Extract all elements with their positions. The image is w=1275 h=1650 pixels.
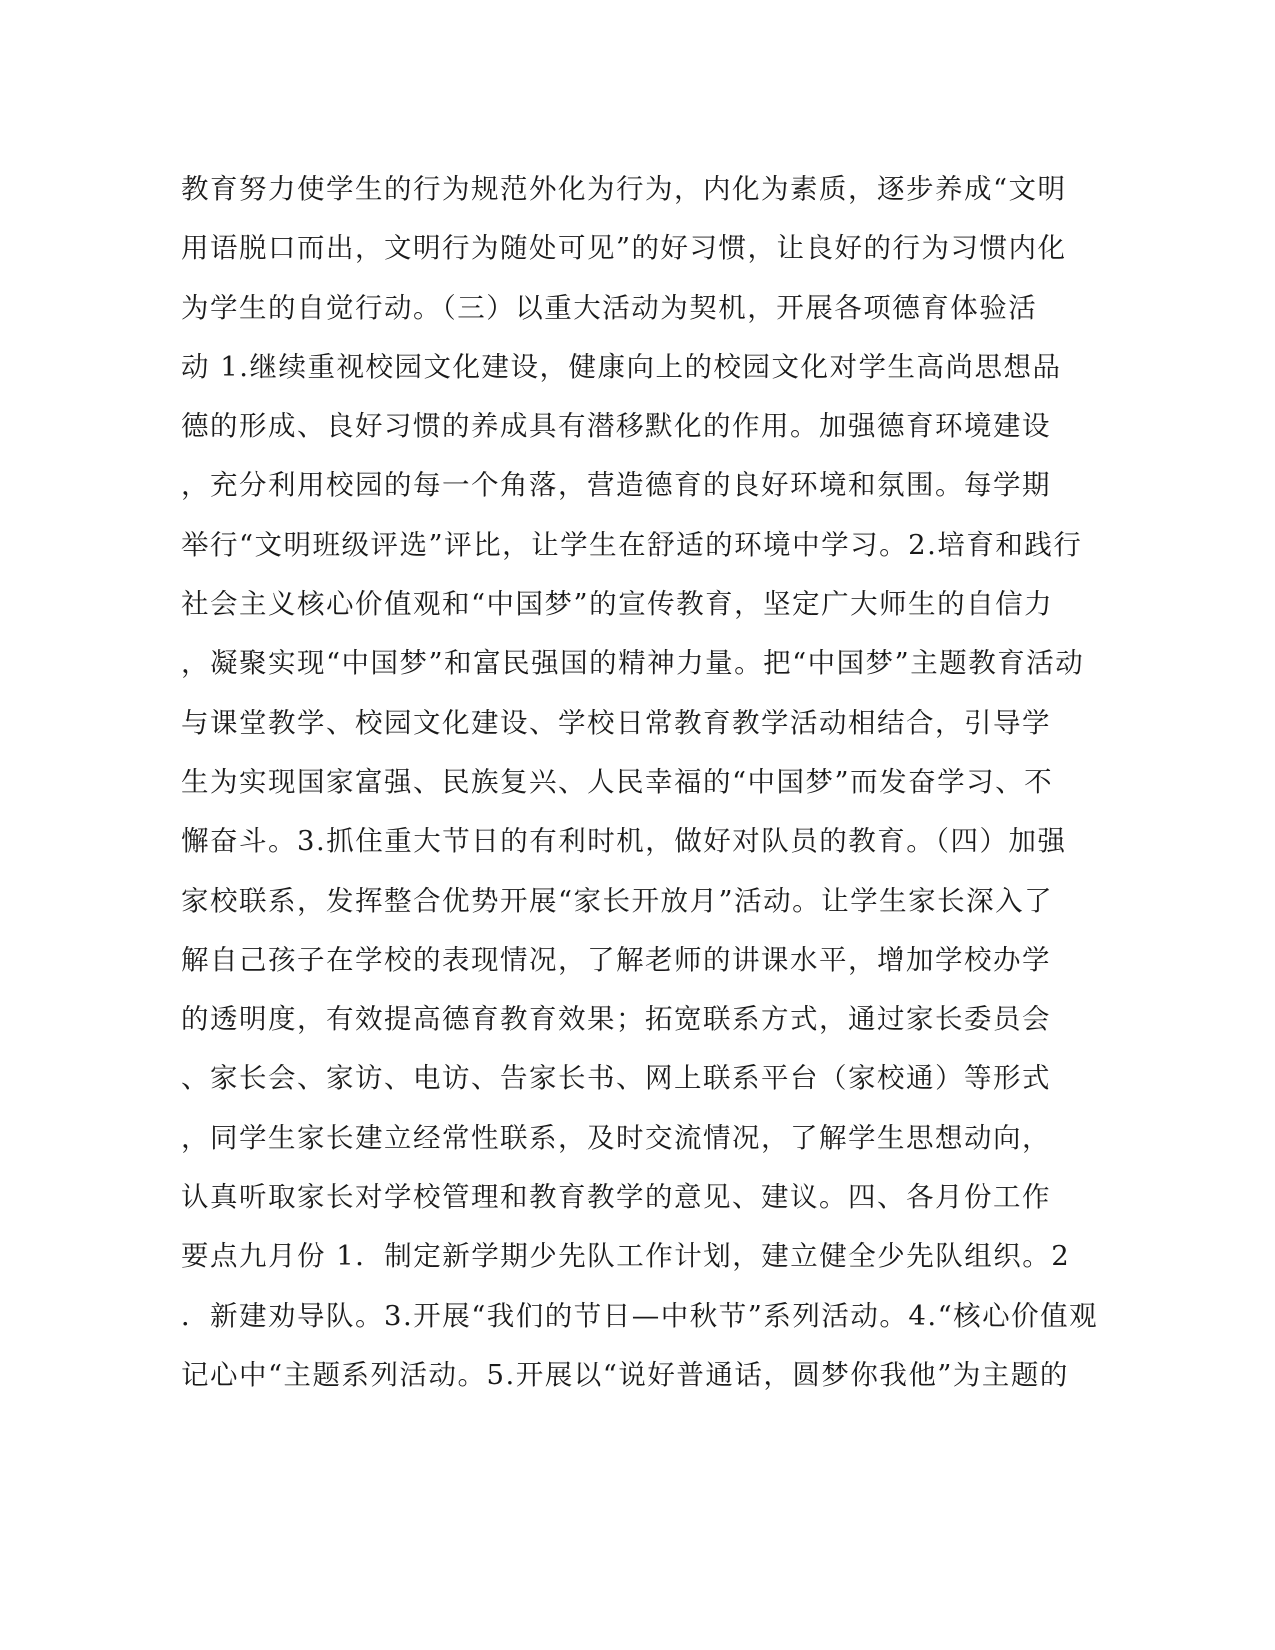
text-line: 为学生的自觉行动。（三）以重大活动为契机，开展各项德育体验活 — [181, 291, 1038, 324]
text-line: ，充分利用校园的每一个角落，营造德育的良好环境和氛围。每学期 — [181, 469, 1051, 502]
text-line: 的透明度，有效提高德育教育效果；拓宽联系方式，通过家长委员会 — [181, 1003, 1051, 1036]
text-line: ，同学生家长建立经常性联系，及时交流情况，了解学生思想动向， — [181, 1121, 1051, 1154]
text-line: 解自己孩子在学校的表现情况，了解老师的讲课水平，增加学校办学 — [181, 943, 1051, 976]
text-line: 、家长会、家访、电访、告家长书、网上联系平台（家校通）等形式 — [181, 1062, 1051, 1095]
body-text — [181, 160, 1099, 1405]
text-line: 家校联系，发挥整合优势开展“家长开放月”活动。让学生家长深入了 — [181, 884, 1054, 917]
text-line: 举行“文明班级评选”评比，让学生在舒适的环境中学习。2.培育和践行 — [181, 528, 1083, 561]
text-line: 认真听取家长对学校管理和教育教学的意见、建议。四、各月份工作 — [181, 1181, 1051, 1214]
text-line: 与课堂教学、校园文化建设、学校日常教育教学活动相结合，引导学 — [181, 706, 1051, 739]
text-line: ，凝聚实现“中国梦”和富民强国的精神力量。把“中国梦”主题教育活动 — [181, 647, 1085, 680]
text-line: 德的形成、良好习惯的养成具有潜移默化的作用。加强德育环境建设 — [181, 410, 1051, 443]
text-line: 动 1.继续重视校园文化建设，健康向上的校园文化对学生高尚思想品 — [181, 350, 1062, 383]
text-line: 懈奋斗。3.抓住重大节日的有利时机，做好对队员的教育。（四）加强 — [181, 825, 1067, 858]
text-line: ．新建劝导队。3.开展“我们的节日—中秋节”系列活动。4.“核心价值观 — [181, 1299, 1099, 1332]
text-line: 教育努力使学生的行为规范外化为行为，内化为素质，逐步养成“文明 — [181, 173, 1067, 205]
text-line: 要点九月份 1．制定新学期少先队工作计划，建立健全少先队组织。2 — [181, 1240, 1071, 1273]
text-line: 社会主义核心价值观和“中国梦”的宣传教育，坚定广大师生的自信力 — [181, 588, 1054, 621]
text-line: 记心中“主题系列活动。5.开展以“说好普通话，圆梦你我他”为主题的 — [181, 1358, 1069, 1391]
text-line: 生为实现国家富强、民族复兴、人民幸福的“中国梦”而发奋学习、不 — [181, 765, 1054, 798]
text-line: 用语脱口而出，文明行为随处可见”的好习惯，让良好的行为习惯内化 — [181, 232, 1067, 265]
